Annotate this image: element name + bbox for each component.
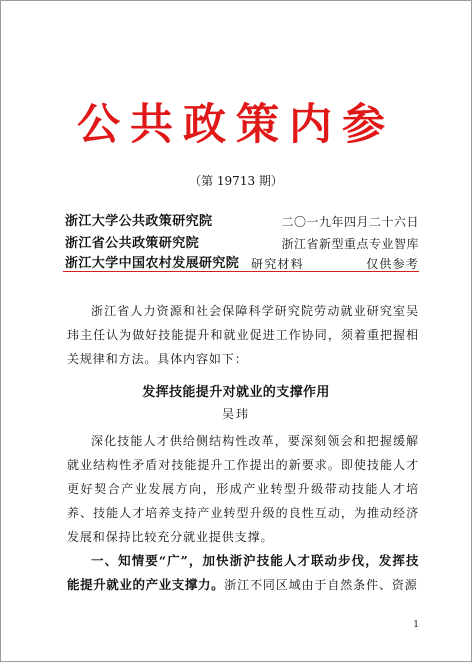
issue-number: （第 19713 期）: [189, 174, 283, 188]
body-paragraph-2: [67, 549, 419, 597]
article-heading: 发挥技能提升对就业的支撑作用: [142, 385, 330, 400]
body-paragraph-1: 深化技能人才供给侧结构性改革，要深刻领会和把握缓解就业结构性矛盾对技能提升工作提出的新要求。即使技能人才更好契合产业发展方向，形成产业转型升级带动技能人才培养、技能人才培养支持产业转型升级的良性互动，为推动经济发展和保持比较充分就业提供支撑。: [67, 434, 419, 544]
section-text: 浙江不同区域由于自然条件、资源: [224, 578, 418, 592]
intro-paragraph: 浙江省人力资源和社会保障科学研究院劳动就业研究室吴玮主任认为做好技能提升和就业促进工作协同，须着重把握相关规律和方法。具体内容如下：: [67, 304, 419, 366]
masthead-title: 公共政策内参: [77, 100, 395, 150]
publisher-row-2: [65, 233, 419, 255]
think-tank-label: 浙江省新型重点专业智库: [281, 237, 419, 251]
red-divider: [63, 271, 419, 272]
publisher-name: 浙江大学公共政策研究院: [65, 214, 213, 229]
article-author: 吴玮: [221, 407, 250, 421]
publisher-name: 浙江省公共政策研究院: [65, 236, 200, 251]
publisher-name: 浙江大学中国农村发展研究院: [65, 256, 240, 271]
reference-only: 仅供参考: [366, 257, 419, 271]
publisher-row-1: [65, 211, 419, 233]
section-lead: 一、知情要“广”，加快浙沪技能人才联动步伐，发挥技能提升就业的产业支撑力。: [67, 553, 419, 592]
material-type: 研究材料: [251, 257, 304, 271]
page-number: 1: [413, 620, 419, 630]
issue-date: 二〇一九年四月二十六日: [281, 215, 419, 229]
